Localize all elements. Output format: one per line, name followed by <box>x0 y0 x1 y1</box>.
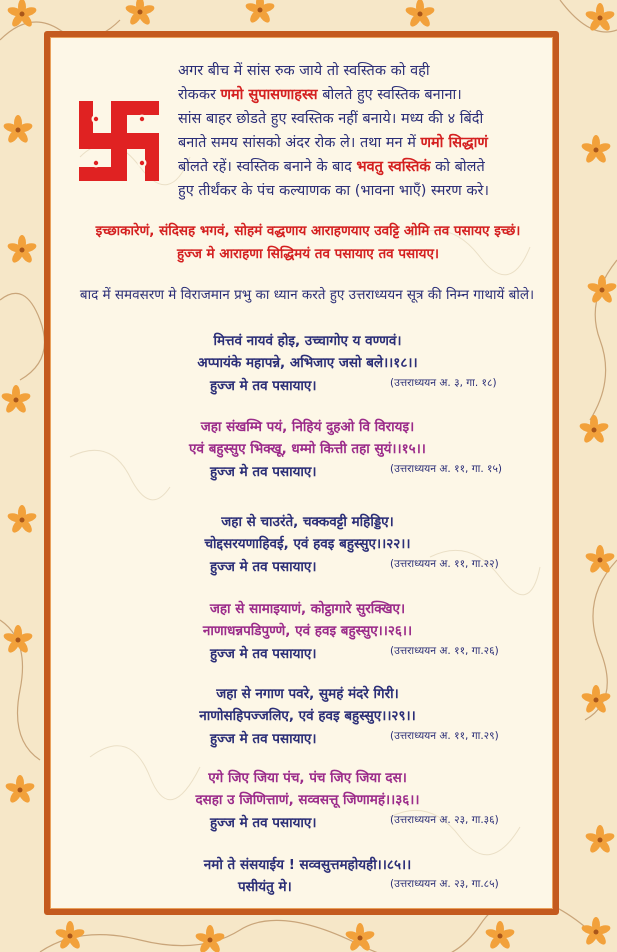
verse-refrain: हुज्ज मे तव पसायाए। <box>210 646 317 662</box>
intro-line-3: सांस बाहर छोडते हुए स्वस्तिक नहीं बनाये। मध्य की ४ बिंदी <box>178 111 484 127</box>
verse-line: मित्तवं नायवं होइ, उच्चागोए य वण्णवं। <box>213 333 402 349</box>
verse-reference: (उत्तराध्ययन अ. ११, गा.२९) <box>390 730 499 742</box>
intro-line-1: अगर बीच में सांस रुक जाये तो स्वस्तिक को वही <box>178 63 430 79</box>
intro-line-5: बोलते रहें। स्वस्तिक बनाने के बाद भवतु स्वस्तिकं को बोलते <box>178 159 485 175</box>
verse-reference: (उत्तराध्ययन अ. २३, गा.८५) <box>390 878 499 890</box>
verse-line: जहा संखम्मि पयं, निहियं दुहओ वि विरायइ। <box>200 419 415 435</box>
verse-refrain: हुज्ज मे तव पसायाए। <box>210 464 317 480</box>
intro-line-6: हुए तीर्थंकर के पंच कल्याणक का (भावना भाएँ) स्मरण करे। <box>178 183 489 199</box>
verse-line: एगे जिए जिया पंच, पंच जिए जिया दस। <box>208 770 407 786</box>
verse-line: चोद्दसरयणाहिवई, एवं हवइ बहुस्सुए।।२२।। <box>204 536 411 552</box>
mantra-bhavatu-swastikam: भवतु स्वस्तिकं <box>356 159 431 175</box>
verse-line: जहा से नगाण पवरे, सुमहं मंदरे गिरी। <box>216 686 399 702</box>
verse-line: नाणाधन्नपडिपुण्णे, एवं हवइ बहुस्सुए।।२६।। <box>202 623 413 639</box>
verse-refrain: हुज्ज मे तव पसायाए। <box>210 731 317 747</box>
content-frame <box>44 31 559 915</box>
mantra-siddhanam: णमो सिद्धाणं <box>420 135 488 151</box>
verse-line: एवं बहुस्सुए भिक्खू, धम्मो कित्ती तहा सुयं।।१५।। <box>189 441 426 457</box>
verse-line: अप्पायंके महापन्ने, अभिजाए जसो बले।।१८।। <box>197 355 418 371</box>
verse-reference: (उत्तराध्ययन अ. ३, गा. १८) <box>390 377 497 389</box>
verse-reference: (उत्तराध्ययन अ. ११, गा. १५) <box>390 463 503 475</box>
verse-refrain: हुज्ज मे तव पसायाए। <box>210 815 317 831</box>
verse-reference: (उत्तराध्ययन अ. ११, गा.२६) <box>390 645 499 657</box>
swastika-icon <box>74 95 164 187</box>
verse-line: जहा से सामाइयाणं, कोट्ठागारे सुरक्खिए। <box>209 601 406 617</box>
verse-line: नाणोसहिपज्जलिए, एवं हवइ बहुस्सुए।।२९।। <box>199 708 416 724</box>
mantra-supasanahassa: णमो सुपासणाहस्स <box>220 87 318 103</box>
instruction-text: बाद में समवसरण मे विराजमान प्रभु का ध्यान करते हुए उत्तराध्ययन सूत्र की निम्न गाथायें बोले। <box>79 287 535 303</box>
prayer-line-1: इच्छाकारेणं, संदिसह भगवं, सोहमं वद्धणाय आराहणयाए उवट्टि ओमि तव पसायए इच्छं। <box>95 223 521 239</box>
verse-line: नमो ते संसयाईय ! सव्वसुत्तमहोयही।।८५।। <box>203 857 412 873</box>
verse-refrain: हुज्ज मे तव पसायाए। <box>210 378 317 394</box>
verse-refrain: हुज्ज मे तव पसायाए। <box>210 559 317 575</box>
prayer-line-2: हुज्ज मे आराहणा सिद्धिमयं तव पसायाए तव पसायए। <box>176 246 440 262</box>
verse-refrain: पसीयंतु मे। <box>238 879 292 895</box>
verse-line: जहा से चाउरंते, चक्कवट्टी महिड्डिए। <box>221 514 394 530</box>
verse-line: दसहा उ जिणित्ताणं, सव्वसत्तू जिणामहं।।३६।। <box>195 792 420 808</box>
verse-reference: (उत्तराध्ययन अ. २३, गा.३६) <box>390 814 499 826</box>
intro-line-2: रोककर णमो सुपासणाहस्स बोलते हुए स्वस्तिक बनाना। <box>178 87 462 103</box>
verse-reference: (उत्तराध्ययन अ. ११, गा.२२) <box>390 558 499 570</box>
intro-line-4: बनाते समय सांसको अंदर रोक ले। तथा मन में णमो सिद्धाणं <box>178 135 488 151</box>
